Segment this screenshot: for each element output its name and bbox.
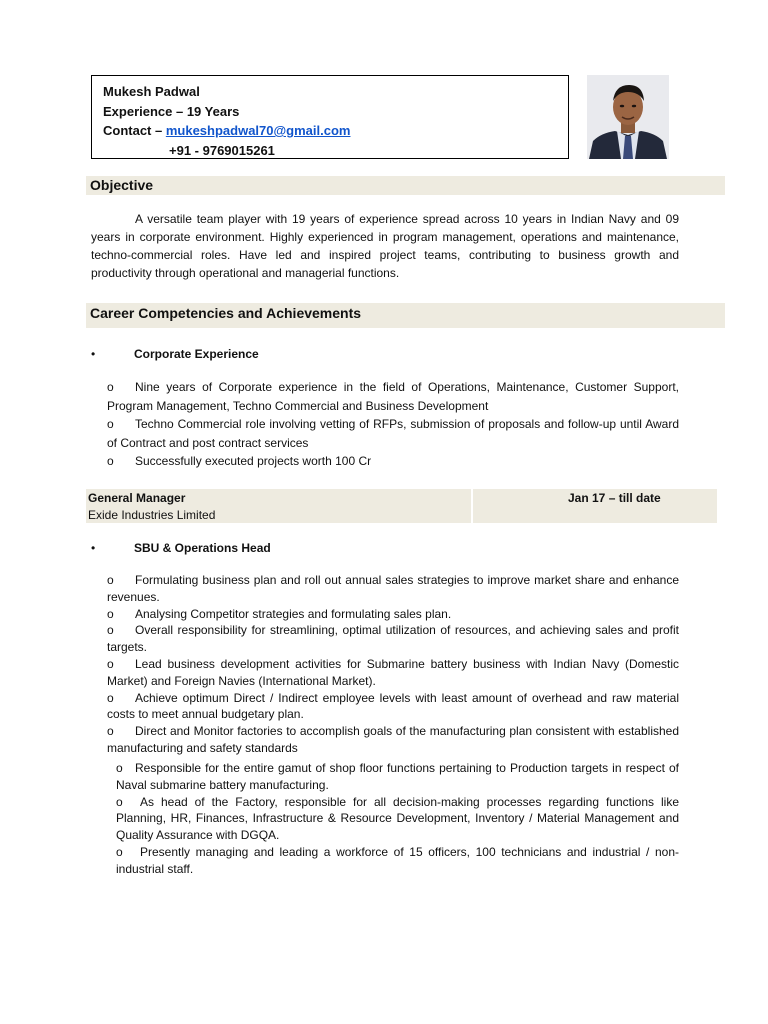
list-item-text: Presently managing and leading a workforce of 15 officers, 100 technicians and industrial / non-industrial staff. bbox=[116, 844, 679, 876]
list-marker: o bbox=[107, 380, 114, 394]
list-item-text: Techno Commercial role involving vetting of RFPs, submission of proposals and follow-up until Award of Contract and post contract services bbox=[107, 417, 679, 450]
contact-line bbox=[103, 121, 568, 141]
corporate-experience-heading bbox=[91, 347, 259, 361]
factory-responsibilities-list bbox=[116, 760, 679, 878]
company-name: Exide Industries Limited bbox=[88, 508, 216, 522]
list-item-text: As head of the Factory, responsible for all decision-making processes regarding functions like Planning, HR, Finances, Infrastructure & Resource Development, Inventory / Material Management and Quality Assurance with DGQA. bbox=[116, 794, 679, 843]
list-item bbox=[107, 606, 679, 623]
list-marker: o bbox=[107, 623, 114, 638]
sbu-operations-heading bbox=[91, 541, 271, 555]
list-item bbox=[116, 794, 679, 844]
experience-summary: Experience – 19 Years bbox=[103, 103, 240, 119]
list-item bbox=[107, 690, 679, 724]
list-item bbox=[107, 415, 679, 452]
bullet-marker: • bbox=[91, 541, 96, 555]
list-item bbox=[107, 723, 679, 757]
job-dates: Jan 17 – till date bbox=[473, 489, 717, 523]
list-item bbox=[116, 844, 679, 878]
list-item bbox=[116, 760, 679, 794]
list-item-text: Lead business development activities for Submarine battery business with Indian Navy (Domestic Market) and Foreign Navies (International Market). bbox=[107, 656, 679, 688]
list-item-text: Analysing Competitor strategies and formulating sales plan. bbox=[135, 606, 452, 621]
profile-photo bbox=[587, 75, 669, 159]
list-item bbox=[107, 622, 679, 656]
list-marker: o bbox=[116, 844, 123, 859]
list-marker: o bbox=[107, 606, 114, 621]
list-marker: o bbox=[107, 573, 114, 587]
sbu-operations-label: SBU & Operations Head bbox=[134, 541, 271, 555]
list-item-text: Formulating business plan and roll out annual sales strategies to improve market share and enhance revenues. bbox=[107, 573, 679, 604]
bullet-marker: • bbox=[91, 347, 96, 361]
list-marker: o bbox=[107, 417, 114, 432]
list-marker: o bbox=[107, 656, 114, 671]
list-item-text: Direct and Monitor factories to accomplish goals of the manufacturing plan consistent with established manufacturing and safety standards bbox=[107, 724, 679, 755]
list-item bbox=[107, 572, 679, 606]
list-item bbox=[107, 656, 679, 690]
job-header-row bbox=[86, 489, 717, 523]
corporate-experience-list bbox=[107, 378, 679, 471]
list-marker: o bbox=[107, 690, 114, 705]
objective-text: A versatile team player with 19 years of experience spread across 10 years in Indian Navy and 09 years in corporate environment. Highly experienced in program management, operations and maintenance, techno-commercial roles. Have led and inspired project teams, contributing to business growth and productivity through operational and managerial functions. bbox=[91, 212, 679, 280]
list-marker: o bbox=[107, 724, 114, 739]
job-title-cell bbox=[86, 489, 471, 523]
list-item-text: Nine years of Corporate experience in the field of Operations, Maintenance, Customer Support, Program Management, Techno Commercial and Business Development bbox=[107, 380, 679, 413]
profile-photo-image bbox=[587, 75, 669, 159]
objective-heading: Objective bbox=[86, 176, 725, 195]
candidate-name: Mukesh Padwal bbox=[103, 84, 200, 99]
career-heading: Career Competencies and Achievements bbox=[86, 303, 725, 328]
list-item-text: Overall responsibility for streamlining, optimal utilization of resources, and achieving sales and profit targets. bbox=[107, 623, 679, 655]
phone-number: +91 - 9769015261 bbox=[169, 142, 275, 158]
list-item bbox=[107, 378, 679, 415]
list-item-text: Achieve optimum Direct / Indirect employee levels with least amount of overhead and raw material costs to meet annual budgetary plan. bbox=[107, 690, 679, 722]
list-item-text: Successfully executed projects worth 100 Cr bbox=[135, 454, 372, 469]
contact-label: Contact – bbox=[103, 123, 166, 138]
corporate-experience-label: Corporate Experience bbox=[134, 347, 259, 361]
email-link[interactable]: mukeshpadwal70@gmail.com bbox=[165, 123, 351, 138]
list-marker: o bbox=[116, 794, 123, 809]
contact-box bbox=[91, 75, 569, 159]
list-marker: o bbox=[116, 761, 123, 775]
job-title: General Manager bbox=[88, 491, 186, 505]
list-marker: o bbox=[107, 454, 114, 469]
sbu-responsibilities-list bbox=[107, 572, 679, 757]
list-item bbox=[107, 452, 679, 471]
list-item-text: Responsible for the entire gamut of shop floor functions pertaining to Production targets in respect of Naval submarine battery manufacturing. bbox=[116, 761, 679, 792]
